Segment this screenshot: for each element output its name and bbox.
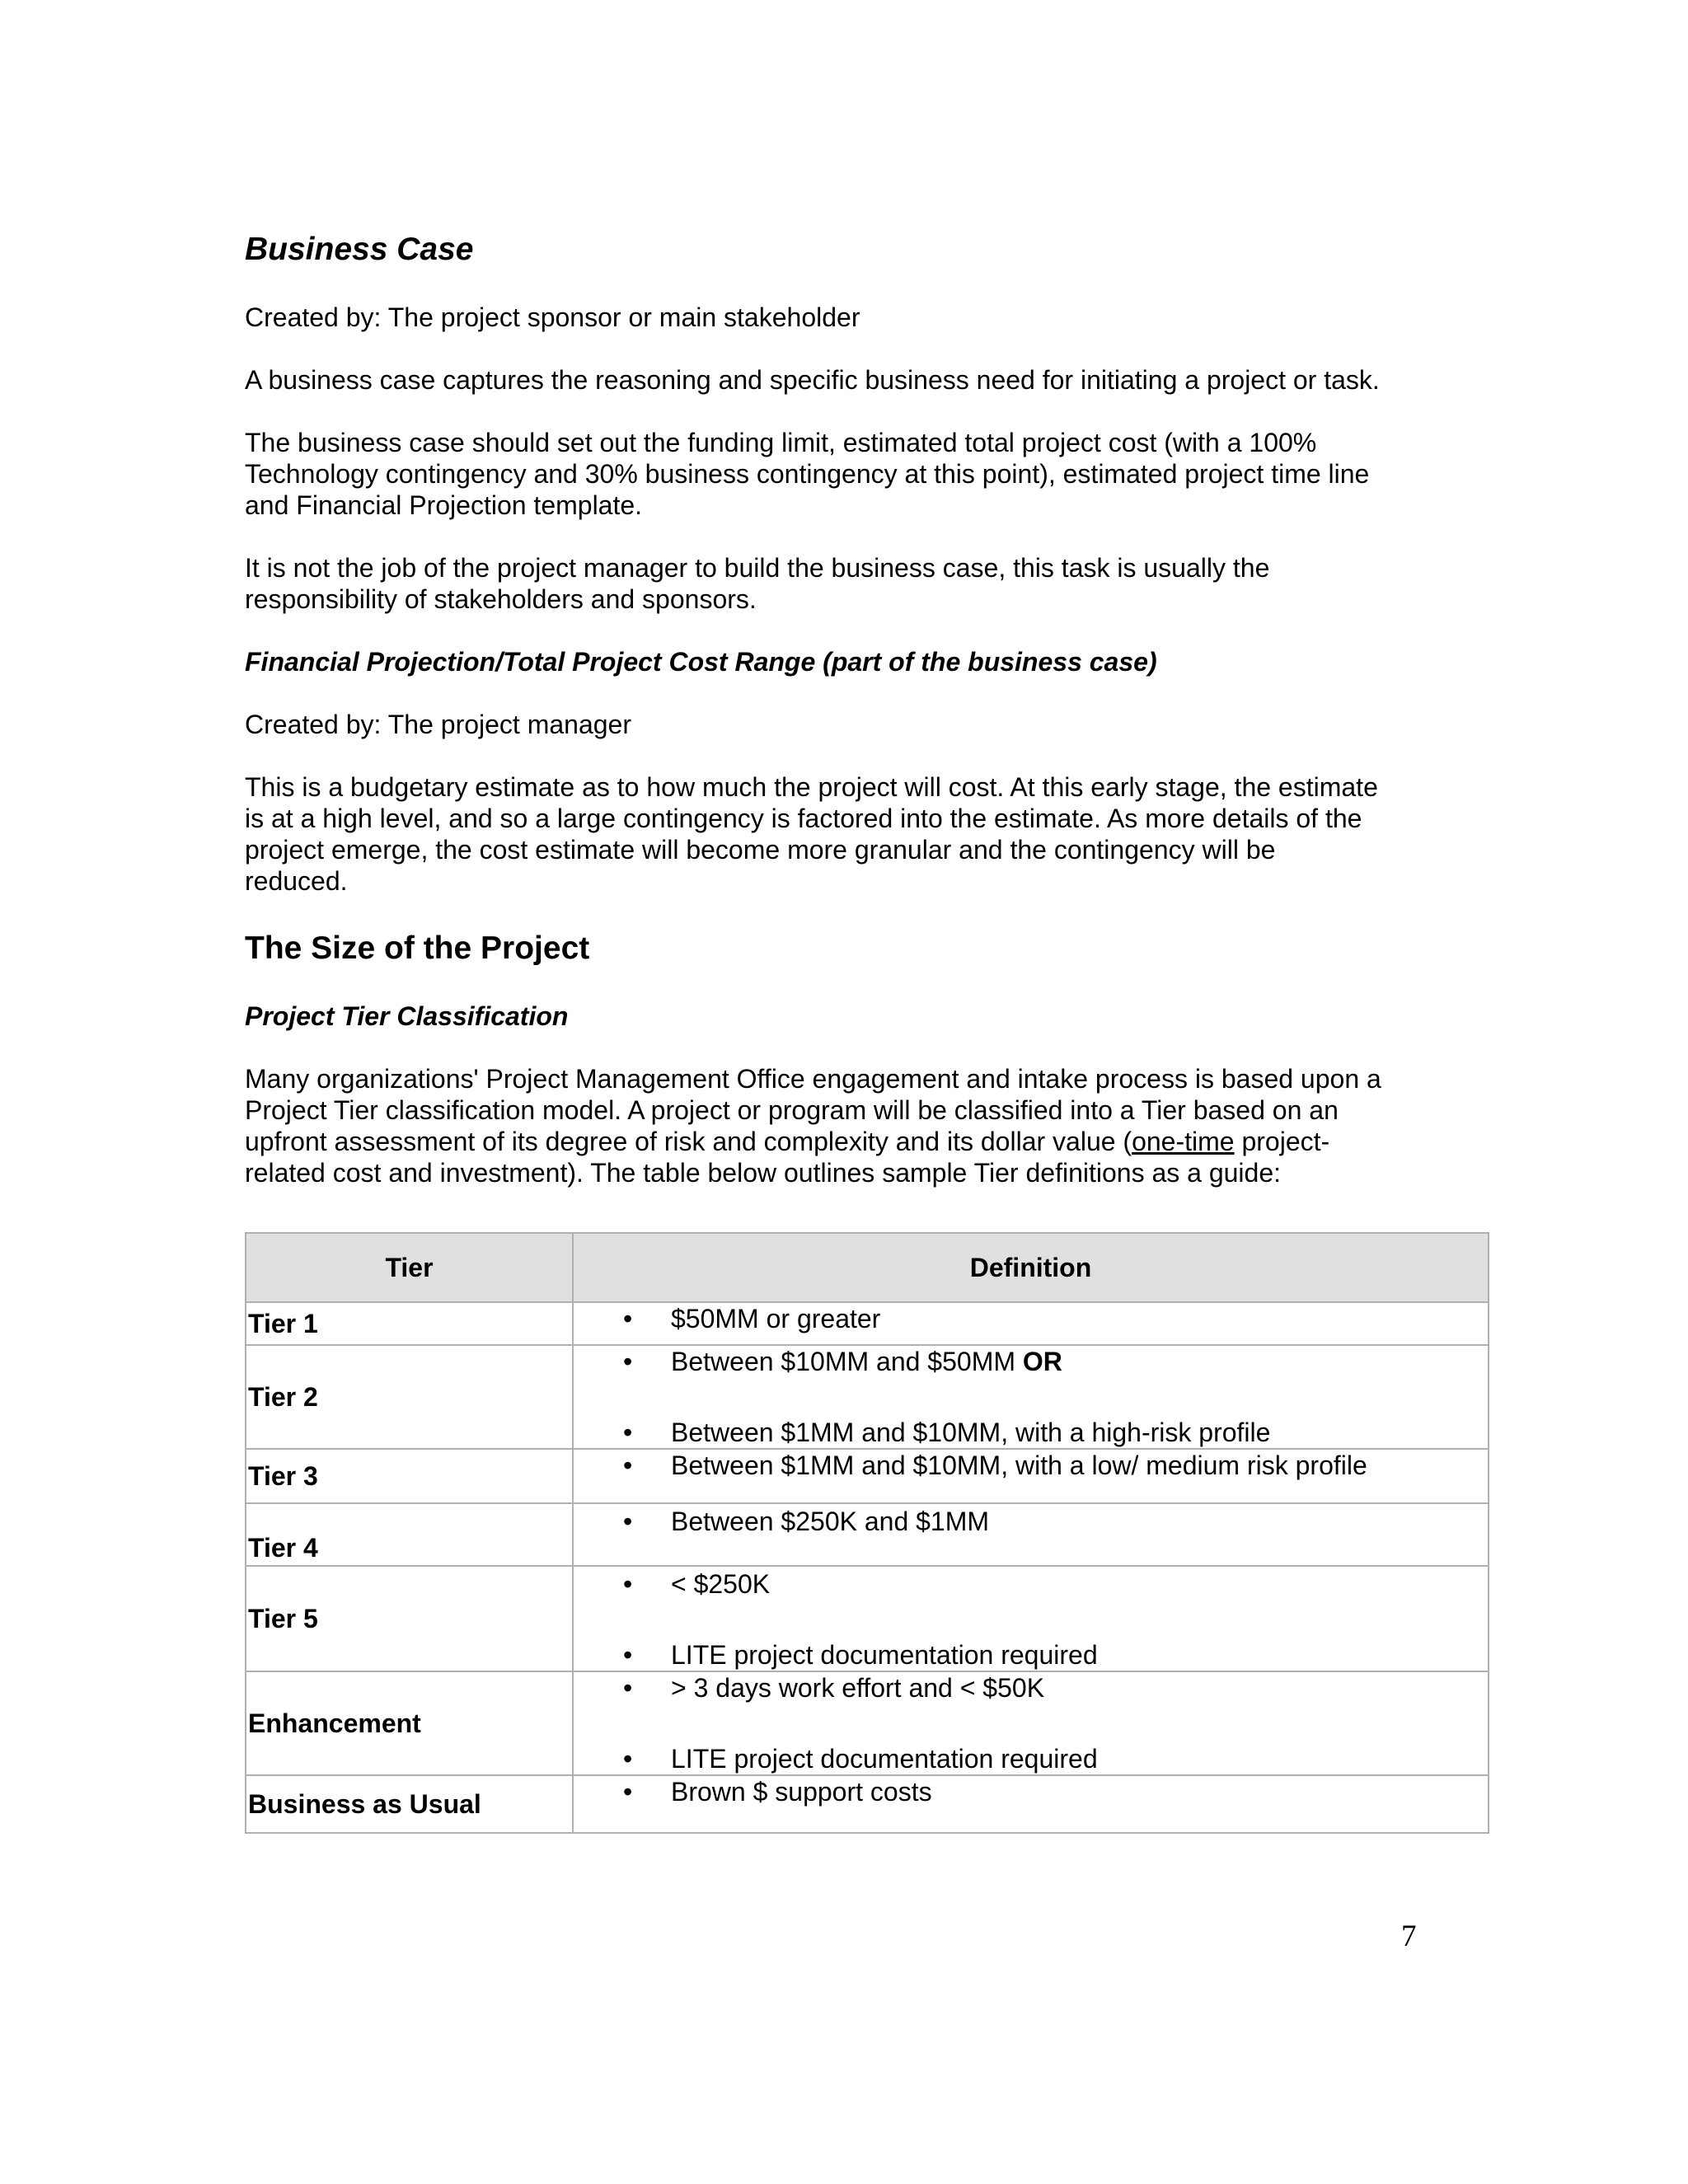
definition-list [574,1568,1488,1671]
page-number: 7 [1401,1919,1417,1953]
tier-cell: Business as Usual [246,1775,573,1833]
bullet-icon: • [623,1347,633,1376]
tier-cell [246,1503,573,1566]
definition-list [574,1776,1488,1807]
table-row [246,1503,1489,1566]
one-time-underlined: one-time [1132,1127,1235,1156]
definition-cell [573,1449,1489,1503]
definition-list [574,1303,1488,1334]
paragraph-line: This is a budgetary estimate as to how much the project will cost. At this early stage, the estimate [245,772,1378,802]
paragraph-line: responsibility of stakeholders and sponsors. [245,584,757,614]
tier-definition-table [245,1232,1489,1834]
paragraph-line: project emerge, the cost estimate will become more granular and the contingency will be [245,835,1276,865]
or-keyword: OR [1022,1347,1062,1376]
bullet-icon: • [623,1418,633,1447]
document-page [245,231,1489,1188]
tier-cell: Tier 3 [246,1449,573,1503]
bullet-icon: • [623,1744,633,1774]
definition-text: Brown $ support costs [671,1777,932,1807]
definition-text: LITE project documentation required [671,1640,1098,1670]
bullet-icon: • [623,1451,633,1480]
table-row [246,1345,1489,1449]
table-row [246,1566,1489,1671]
project-tier-heading: Project Tier Classification [245,1001,569,1031]
list-item [574,1506,1488,1537]
definition-cell [573,1302,1489,1345]
definition-text: Between $10MM and $50MM [671,1347,1023,1376]
table-row [246,1449,1489,1503]
definition-cell [573,1671,1489,1775]
table-header-row [246,1233,1489,1302]
definition-column-header: Definition [573,1233,1489,1302]
definition-list [574,1672,1488,1774]
table-row [246,1775,1489,1833]
paragraph-line: related cost and investment). The table below outlines sample Tier definitions as a guide: [245,1158,1282,1188]
business-case-paragraph-2 [245,427,1489,521]
definition-text: LITE project documentation required [671,1744,1098,1774]
tier-cell: Tier 2 [246,1345,573,1449]
financial-projection-heading: Financial Projection/Total Project Cost Range (part of the business case) [245,647,1157,677]
tier-column-header: Tier [246,1233,573,1302]
list-spacer [574,1377,1488,1417]
business-case-paragraph-1: A business case captures the reasoning and specific business need for initiating a project or task. [245,365,1380,395]
tier-cell: Enhancement [246,1671,573,1775]
list-item [574,1639,1488,1671]
paragraph-line: upfront assessment of its degree of risk and complexity and its dollar value ( [245,1127,1132,1156]
bullet-icon: • [623,1640,633,1670]
list-item [574,1450,1488,1481]
bullet-icon: • [623,1304,633,1333]
definition-text: > 3 days work effort and < $50K [671,1673,1045,1703]
definition-list [574,1346,1488,1448]
business-case-paragraph-3 [245,552,1489,615]
list-item [574,1568,1488,1600]
bullet-icon: • [623,1507,633,1536]
paragraph-line: is at a high level, and so a large contingency is factored into the estimate. As more details of the [245,804,1362,833]
financial-paragraph [245,771,1489,897]
list-spacer [574,1704,1488,1743]
definition-text: Between $250K and $1MM [671,1507,990,1536]
definition-list [574,1506,1488,1537]
list-item [574,1346,1488,1377]
definition-text: Between $1MM and $10MM, with a high-risk profile [671,1418,1271,1447]
paragraph-line: Technology contingency and 30% business contingency at this point), estimated project time line [245,459,1370,489]
paragraph-line: Project Tier classification model. A project or program will be classified into a Tier based on an [245,1095,1339,1125]
definition-cell [573,1566,1489,1671]
list-item [574,1776,1488,1807]
list-item [574,1743,1488,1774]
definition-text: Between $1MM and $10MM, with a low/ medium risk profile [671,1451,1367,1480]
list-spacer [574,1600,1488,1639]
business-case-heading: Business Case [245,232,474,267]
paragraph-line: It is not the job of the project manager to build the business case, this task is usually the [245,553,1270,583]
tier-cell: Tier 1 [246,1302,573,1345]
paragraph-line: and Financial Projection template. [245,490,643,520]
paragraph-line: The business case should set out the funding limit, estimated total project cost (with a 100% [245,428,1317,457]
definition-text: < $250K [671,1569,771,1599]
list-item [574,1303,1488,1334]
definition-text: $50MM or greater [671,1304,881,1333]
bullet-icon: • [623,1673,633,1703]
tier-label: Tier 4 [248,1533,318,1563]
definition-list [574,1450,1488,1481]
bullet-icon: • [623,1569,633,1599]
definition-cell [573,1503,1489,1566]
list-item [574,1672,1488,1704]
tier-paragraph [245,1063,1489,1188]
table-row [246,1671,1489,1775]
financial-created-by: Created by: The project manager [245,710,631,739]
tier-cell: Tier 5 [246,1566,573,1671]
project-size-heading: The Size of the Project [245,930,590,966]
list-item [574,1417,1488,1448]
paragraph-line: reduced. [245,866,348,896]
definition-cell [573,1345,1489,1449]
definition-cell [573,1775,1489,1833]
business-case-created-by: Created by: The project sponsor or main stakeholder [245,302,860,332]
paragraph-line: project- [1234,1127,1330,1156]
table-row [246,1302,1489,1345]
bullet-icon: • [623,1777,633,1807]
paragraph-line: Many organizations' Project Management Office engagement and intake process is based upon a [245,1064,1381,1094]
